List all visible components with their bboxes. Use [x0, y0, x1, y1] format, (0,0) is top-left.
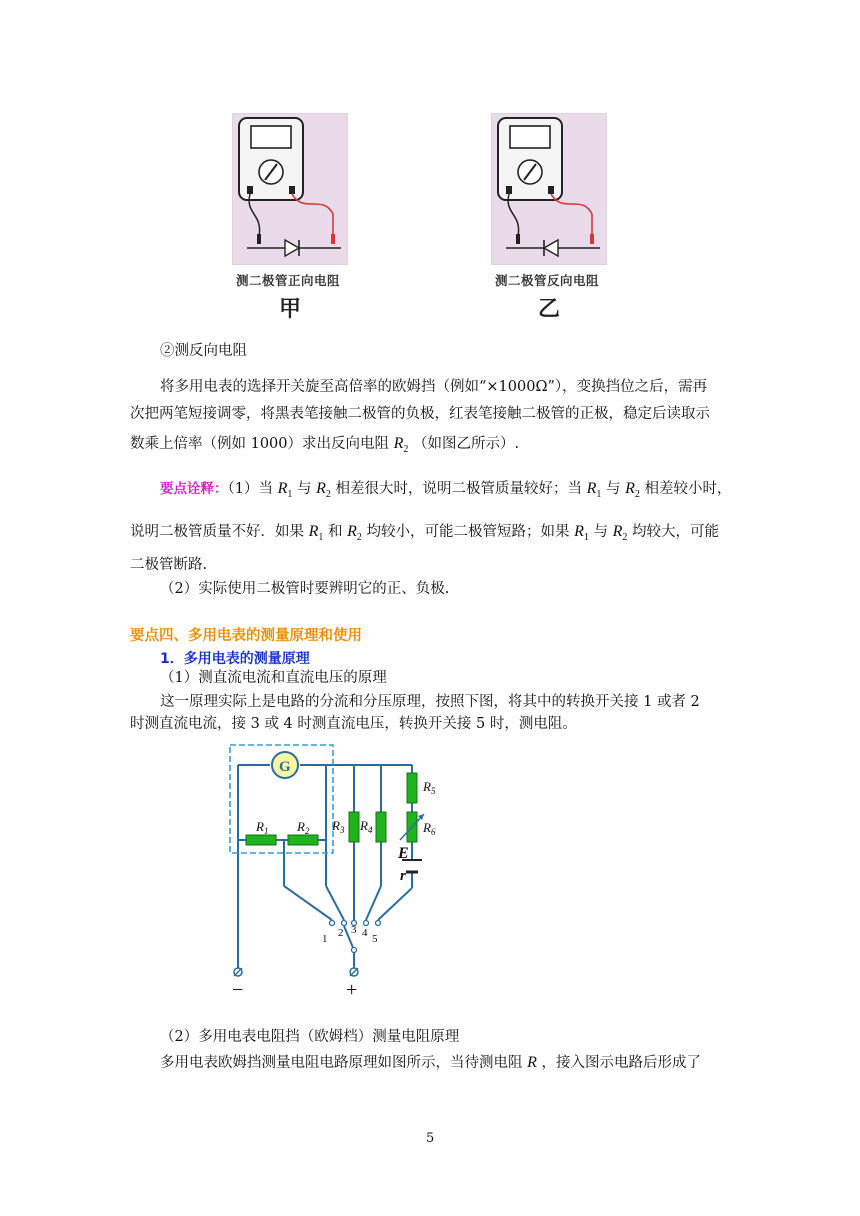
figure-forward-caption: 测二极管正向电阻: [236, 273, 341, 288]
page-number: 5: [426, 1131, 435, 1146]
figure-forward-panel: [232, 113, 348, 265]
label-R6: $R_6$: [423, 820, 436, 837]
math-R: R: [527, 1054, 537, 1071]
label-R2: $R_2$: [297, 819, 310, 836]
section-4-subtitle: 1．多用电表的测量原理: [160, 651, 310, 667]
label-R4: $R_4$: [360, 818, 373, 835]
keypoint-line-1: 要点诠释：（1）当 $R_1$ 与 $R_2$ 相差很大时，说明二极管质量较好；当 $R_1$ 与 $R_2$ 相差较小时，: [160, 480, 732, 501]
ohm-item-2: （2）多用电表电阻挡（欧姆档）测量电阻原理: [160, 1029, 460, 1045]
switch-label-1: 1: [322, 933, 328, 945]
terminal-minus: −: [232, 979, 244, 1000]
figure-reverse-panel: [491, 113, 607, 265]
figure-reverse-caption: 测二极管反向电阻: [495, 273, 600, 288]
section-4-line-1: 这一原理实际上是电路的分流和分压原理，按照下图，将其中的转换开关接 1 或者 2: [160, 694, 700, 710]
label-E: E: [398, 845, 409, 862]
multimeter-circuit-diagram: [220, 740, 460, 1000]
label-R3: $R_3$: [332, 818, 345, 835]
reverse-line-2: 次把两笔短接调零，将黑表笔接触二极管的负极，红表笔接触二极管的正极，稳定后读取示: [130, 406, 710, 422]
terminal-plus: +: [346, 979, 358, 1000]
label-r: r: [400, 868, 406, 884]
keypoint-line-4: （2）实际使用二极管时要辨明它的正、负极.: [160, 581, 450, 597]
multimeter-reverse-illustration: [492, 114, 606, 264]
reverse-line-3-text: 数乘上倍率（例如 1000）求出反向电阻: [130, 436, 390, 452]
ohm-line-1: 多用电表欧姆挡测量电阻电路原理如图所示，当待测电阻 R ，接入图示电路后形成了: [160, 1054, 701, 1071]
section-4-item-1: （1）测直流电流和直流电压的原理: [160, 670, 387, 686]
multimeter-forward-illustration: [233, 114, 347, 264]
label-R5: $R_5$: [423, 779, 436, 796]
reverse-line-3: [130, 432, 519, 457]
switch-label-2: 2: [338, 927, 344, 939]
switch-label-4: 4: [362, 927, 368, 939]
galvanometer-label: G: [279, 759, 291, 775]
keypoint-line-3: 二极管断路.: [130, 557, 208, 573]
switch-label-3: 3: [351, 924, 357, 936]
reverse-line-1: 将多用电表的选择开关旋至高倍率的欧姆挡（例如“×1000Ω”），变换挡位之后，需再: [160, 379, 708, 395]
label-R1: $R_1$: [256, 819, 269, 836]
reverse-line-3-tail: （如图乙所示）.: [413, 436, 520, 452]
math-R2: $R_2$: [393, 435, 409, 456]
figure-forward-label: 甲: [279, 297, 302, 322]
switch-label-5: 5: [372, 933, 378, 945]
section-4-line-2: 时测直流电流，接 3 或 4 时测直流电压，转换开关接 5 时，测电阻。: [130, 716, 577, 732]
keypoint-label: 要点诠释：: [160, 481, 228, 497]
reverse-heading: ②测反向电阻: [160, 343, 247, 359]
figure-reverse-label: 乙: [538, 297, 561, 322]
keypoint-line-2: 说明二极管质量不好．如果 $R_1$ 和 $R_2$ 均较小，可能二极管短路；如果 $R_1$ 与 $R_2$ 均较大，可能: [130, 523, 719, 544]
section-4-title: 要点四、多用电表的测量原理和使用: [130, 628, 362, 644]
